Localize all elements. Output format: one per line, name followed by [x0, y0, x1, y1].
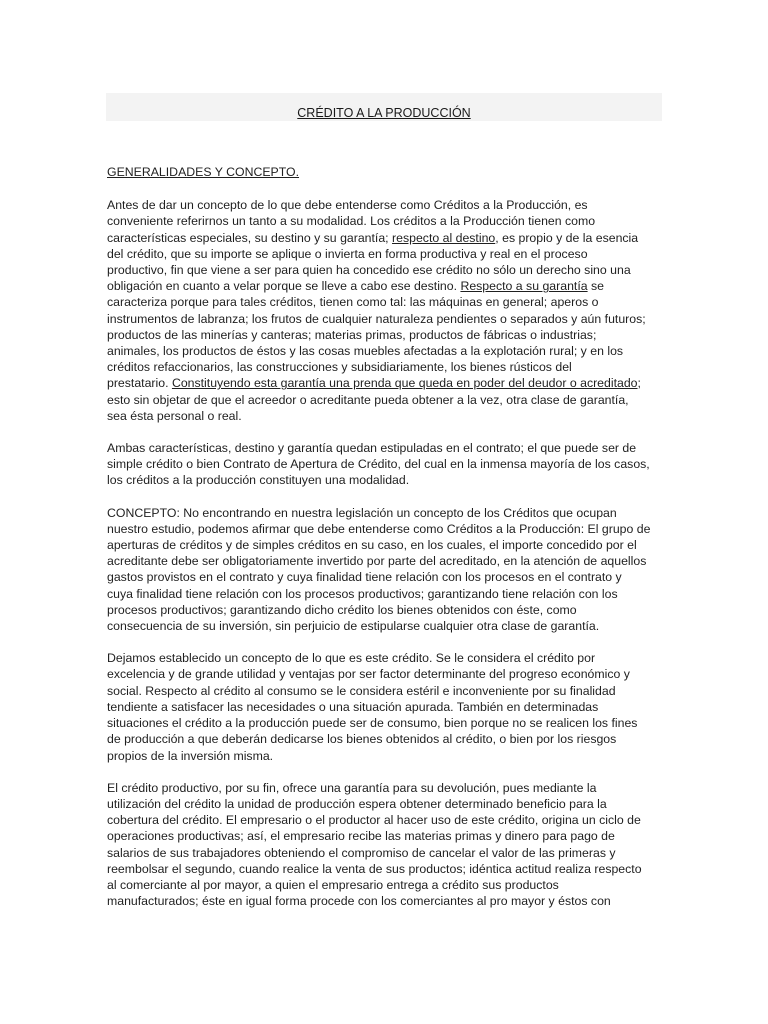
text-line: instrumentos de labranza; los frutos de cualquier naturaleza pendientes o separados y aún futuros;	[107, 311, 646, 326]
paragraph-concepto	[107, 505, 667, 635]
text-span: prestatario.	[107, 376, 172, 391]
text-span: obligación en cuanto a velar porque se lleve a cabo ese destino.	[107, 279, 461, 294]
paragraph-establecido	[107, 650, 667, 763]
section-heading: GENERALIDADES Y CONCEPTO.	[107, 165, 300, 179]
text-line: cuya finalidad tiene relación con los procesos productivos; garantizando tiene relación con los	[107, 586, 618, 601]
text-line: Dejamos establecido un concepto de lo que es este crédito. Se le considera el crédito por	[107, 651, 596, 666]
text-line: CONCEPTO: No encontrando en nuestra legislación un concepto de los Créditos que ocupan	[107, 505, 617, 520]
underlined-phrase-destino: respecto al destino	[392, 230, 496, 245]
text-line: reembolsar el segundo, cuando realice la venta de sus productos; idéntica actitud realiza respecto	[107, 861, 642, 876]
text-line: al comerciante al por mayor, a quien el empresario entrega a crédito sus productos	[107, 877, 559, 892]
text-line: del crédito, que su importe se aplique o invierta en forma productiva y real en el proceso	[107, 246, 588, 261]
text-line: caracteriza porque para tales créditos, tienen como tal: las máquinas en general; aperos o	[107, 295, 599, 310]
text-span: , es propio y de la esencia	[495, 230, 639, 245]
text-line: los créditos a la producción constituyen una modalidad.	[107, 473, 410, 488]
text-line: El crédito productivo, por su fin, ofrece una garantía para su devolución, pues mediante la	[107, 780, 597, 795]
text-line: utilización del crédito la unidad de producción espera obtener determinado beneficio para la	[107, 796, 607, 811]
text-line: social. Respecto al crédito al consumo se le considera estéril e inconveniente por su finalidad	[107, 683, 616, 698]
text-line: sea ésta personal o real.	[107, 408, 242, 423]
text-line: operaciones productivas; así, el empresario recibe las materias primas y dinero para pago de	[107, 829, 615, 844]
text-line: simple crédito o bien Contrato de Apertura de Crédito, del cual en la inmensa mayoría de los casos,	[107, 457, 650, 472]
paragraph-generalidades	[107, 197, 667, 424]
text-line	[107, 375, 667, 391]
text-line: de producción a que deberán dedicarse los bienes obtenidos al crédito, o bien por los riesgos	[107, 732, 617, 747]
text-line: Antes de dar un concepto de lo que debe entenderse como Créditos a la Producción, es	[107, 198, 588, 213]
text-span: características especiales, su destino y su garantía;	[107, 230, 393, 245]
text-line: conveniente referirnos un tanto a su modalidad. Los créditos a la Producción tienen como	[107, 214, 596, 229]
text-line: procesos productivos; garantizando dicho crédito los bienes obtenidos con éste, como	[107, 602, 577, 617]
paragraph-productivo	[107, 780, 667, 910]
text-line: Ambas características, destino y garantía quedan estipuladas en el contrato; el que puede ser de	[107, 441, 637, 456]
text-line: gastos provistos en el contrato y cuya finalidad tiene relación con los procesos en el contrato y	[107, 570, 622, 585]
text-line: acreditante debe ser obligatoriamente invertido por parte del acreditado, en la atención de aquellos	[107, 554, 647, 569]
paragraph-caracteristicas	[107, 440, 667, 489]
text-line: consecuencia de su inversión, sin perjuicio de estipularse cualquier otra clase de garantía.	[107, 619, 600, 634]
text-span: se	[587, 279, 604, 294]
document-body	[107, 164, 667, 925]
document-title: CRÉDITO A LA PRODUCCIÓN	[297, 106, 471, 120]
text-line: nuestro estudio, podemos afirmar que debe entenderse como Créditos a la Producción: El grupo de	[107, 521, 651, 536]
text-line: créditos refaccionarios, las construcciones y subsidiariamente, los bienes rústicos del	[107, 360, 572, 375]
text-line	[107, 230, 667, 246]
text-line: esto sin objetar de que el acreedor o acreditante pueda obtener a la vez, otra clase de garantía,	[107, 392, 629, 407]
text-line: propios de la inversión misma.	[107, 748, 274, 763]
text-line: aperturas de créditos y de simples créditos en su caso, en los cuales, el importe concedido por el	[107, 538, 637, 553]
text-line: animales, los productos de éstos y las cosas muebles afectadas a la explotación rural; y en los	[107, 344, 624, 359]
text-line: productos de las minerías y canteras; materias primas, productos de fábricas o industrias;	[107, 327, 597, 342]
text-span: ;	[637, 376, 641, 391]
text-line: salarios de sus trabajadores obteniendo el compromiso de cancelar el valor de las primeras y	[107, 845, 616, 860]
text-line: productivo, fin que viene a ser para quien ha concedido ese crédito no sólo un derecho sino una	[107, 263, 631, 278]
underlined-phrase-prenda: Constituyendo esta garantía una prenda que queda en poder del deudor o acreditado	[171, 376, 638, 391]
text-line: tendiente a satisfacer las necesidades o una situación apurada. También en determinadas	[107, 699, 599, 714]
text-line: situaciones el crédito a la producción puede ser de consumo, bien porque no se realicen los fines	[107, 716, 638, 731]
text-line: manufacturados; éste en igual forma procede con los comerciantes al pro mayor y éstos con	[107, 894, 611, 909]
text-line: excelencia y de grande utilidad y ventajas por ser factor determinante del progreso económico y	[107, 667, 630, 682]
text-line	[107, 278, 667, 294]
text-line: cobertura del crédito. El empresario o el productor al hacer uso de este crédito, origina un ciclo de	[107, 813, 641, 828]
underlined-phrase-garantia: Respecto a su garantía	[460, 279, 588, 294]
